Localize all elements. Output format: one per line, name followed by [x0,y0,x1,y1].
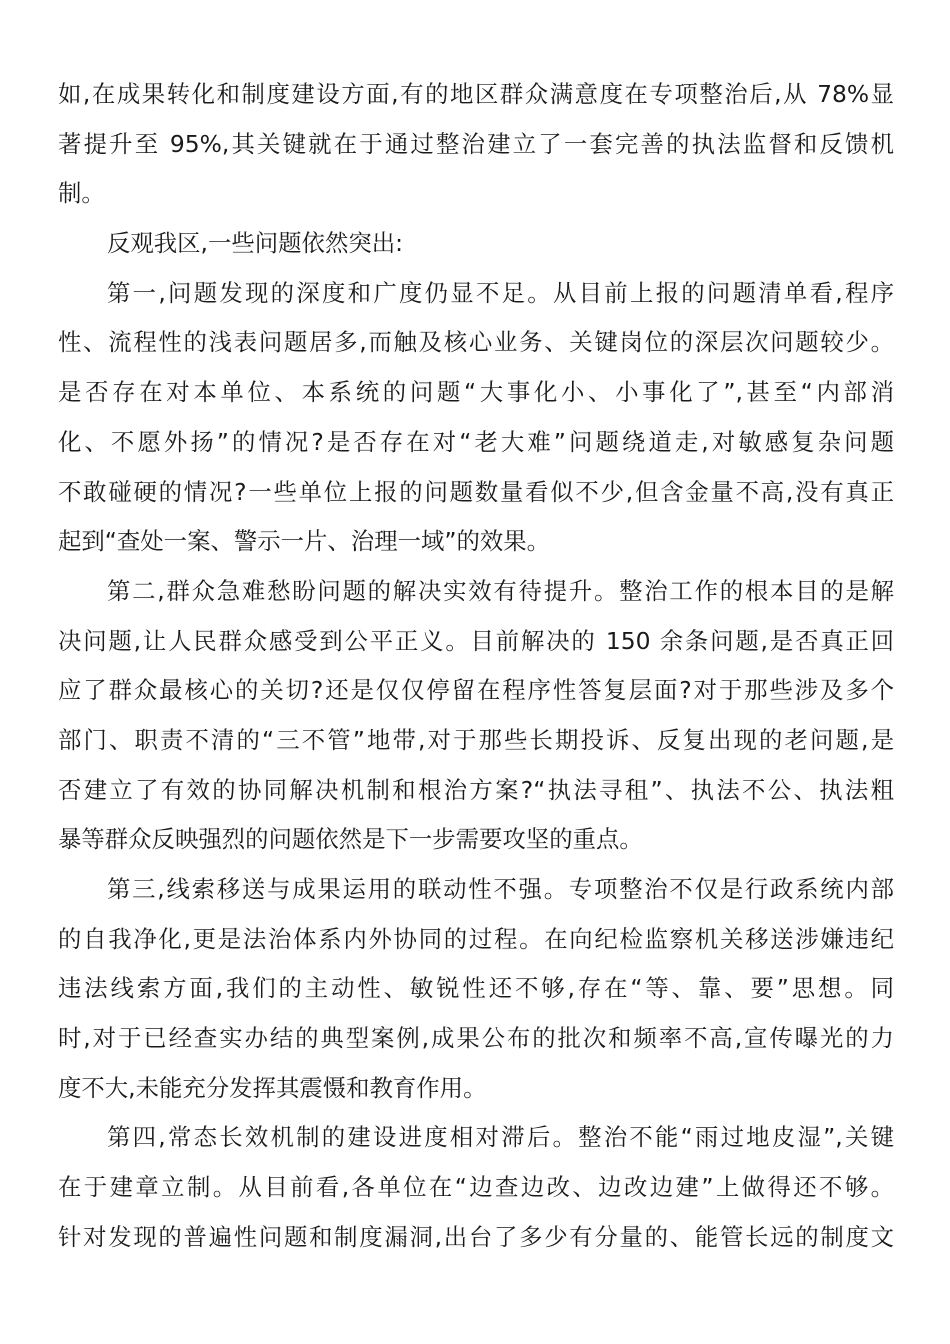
paragraph-satisfaction-example [58,70,894,219]
text-line: 度不大,未能充分发挥其震慑和教育作用。 [58,1073,487,1102]
document-page [58,70,894,1263]
text-line: 著提升至 95%,其关键就在于通过整治建立了一套完善的执法监督和反馈机 [58,129,894,158]
text-line: 针对发现的普遍性问题和制度漏洞,出台了多少有分量的、能管长远的制度文 [58,1222,894,1251]
paragraph-fourth-issue [58,1113,894,1262]
text-line: 时,对于已经查实办结的典型案例,成果公布的批次和频率不高,宣传曝光的力 [58,1024,894,1053]
text-line: 起到“查处一案、警示一片、治理一域”的效果。 [58,527,551,556]
text-line: 制。 [58,179,105,208]
paragraph-second-issue [58,567,894,865]
paragraph-first-issue [58,269,894,567]
text-line: 第二,群众急难愁盼问题的解决实效有待提升。整治工作的根本目的是解 [107,576,894,605]
text-line: 应了群众最核心的关切?还是仅仅停留在程序性答复层面?对于那些涉及多个 [58,676,894,705]
paragraph-third-issue [58,865,894,1113]
text-line: 在于建章立制。从目前看,各单位在“边查边改、边改边建”上做得还不够。 [58,1173,894,1202]
text-line: 第一,问题发现的深度和广度仍显不足。从目前上报的问题清单看,程序 [107,278,894,307]
paragraph-intro-problems [58,219,894,269]
text-line: 是否存在对本单位、本系统的问题“大事化小、小事化了”,甚至“内部消 [58,378,894,407]
text-line: 第四,常态长效机制的建设进度相对滞后。整治不能“雨过地皮湿”,关键 [107,1123,894,1152]
text-line: 性、流程性的浅表问题居多,而触及核心业务、关键岗位的深层次问题较少。 [58,328,894,357]
text-line: 暴等群众反映强烈的问题依然是下一步需要攻坚的重点。 [58,825,643,854]
text-line: 如,在成果转化和制度建设方面,有的地区群众满意度在专项整治后,从 78%显 [58,80,894,108]
text-line: 违法线索方面,我们的主动性、敏锐性还不够,存在“等、靠、要”思想。同 [58,974,894,1003]
text-line: 的自我净化,更是法治体系内外协同的过程。在向纪检监察机关移送涉嫌违纪 [58,924,894,953]
text-line: 化、不愿外扬”的情况?是否存在对“老大难”问题绕道走,对敏感复杂问题 [58,427,894,456]
text-line: 决问题,让人民群众感受到公平正义。目前解决的 150 余条问题,是否真正回 [58,626,894,655]
text-line: 第三,线索移送与成果运用的联动性不强。专项整治不仅是行政系统内部 [107,875,894,903]
text-line: 反观我区,一些问题依然突出: [107,229,404,258]
text-line: 否建立了有效的协同解决机制和根治方案?“执法寻租”、执法不公、执法粗 [58,775,894,804]
text-line: 不敢碰硬的情况?一些单位上报的问题数量看似不少,但含金量不高,没有真正 [58,477,894,506]
text-line: 部门、职责不清的“三不管”地带,对于那些长期投诉、反复出现的老问题,是 [58,725,894,754]
